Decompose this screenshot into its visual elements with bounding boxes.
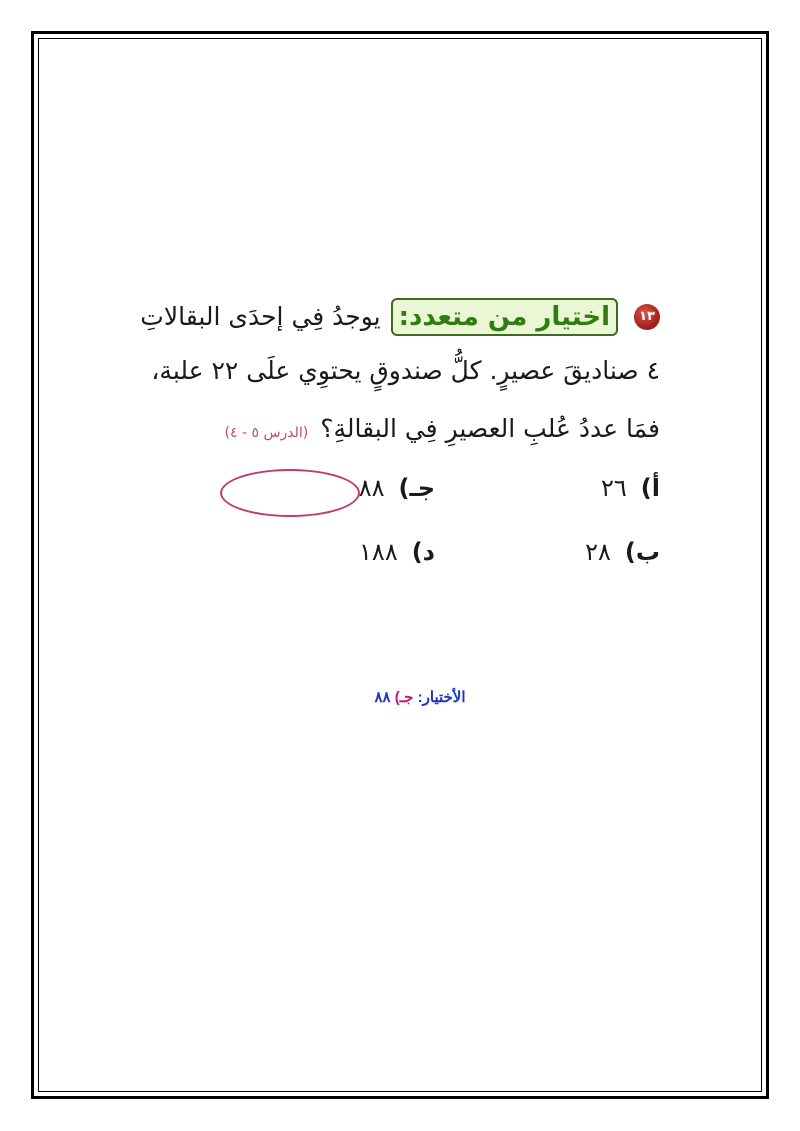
problem-number-badge: ١٣ — [634, 304, 660, 330]
choice-value: ٨٨ — [358, 474, 385, 502]
choice-a[interactable] — [601, 474, 660, 502]
problem-text-line-1: يوجدُ فِي إحدَى البقالاتِ — [140, 302, 381, 331]
answer-value: ٨٨ — [374, 689, 391, 706]
answer-letter: جـ) — [394, 689, 414, 706]
correct-answer-circle — [220, 469, 360, 517]
choice-value: ٢٨ — [585, 538, 611, 566]
choice-letter: أ) — [640, 474, 660, 502]
problem-line-1 — [140, 298, 660, 336]
choice-letter: ب) — [624, 538, 660, 566]
problem-text-line-3: فمَا عددُ عُلبِ العصيرِ فِي البقالةِ؟ — [320, 414, 660, 443]
choice-jeem[interactable] — [359, 474, 435, 502]
answer-line — [320, 688, 520, 706]
problem-line-3 — [225, 412, 660, 450]
answer-label: الأختيار: — [417, 689, 466, 706]
choice-value: ٢٦ — [601, 474, 627, 502]
problem-block — [140, 288, 660, 608]
choice-b[interactable] — [585, 538, 660, 566]
choice-letter: جـ) — [398, 474, 435, 502]
choice-value: ١٨٨ — [359, 538, 398, 566]
problem-text-line-2: ٤ صناديقَ عصيرٍ. كلُّ صندوقٍ يحتوِي علَى ٢٢ علبة، — [151, 356, 660, 385]
multiple-choice-label: اختيار من متعدد: — [391, 298, 618, 336]
choice-letter: د) — [411, 538, 435, 566]
choice-dal[interactable] — [359, 538, 435, 566]
lesson-reference: (الدرس ٥ - ٤) — [224, 425, 309, 441]
